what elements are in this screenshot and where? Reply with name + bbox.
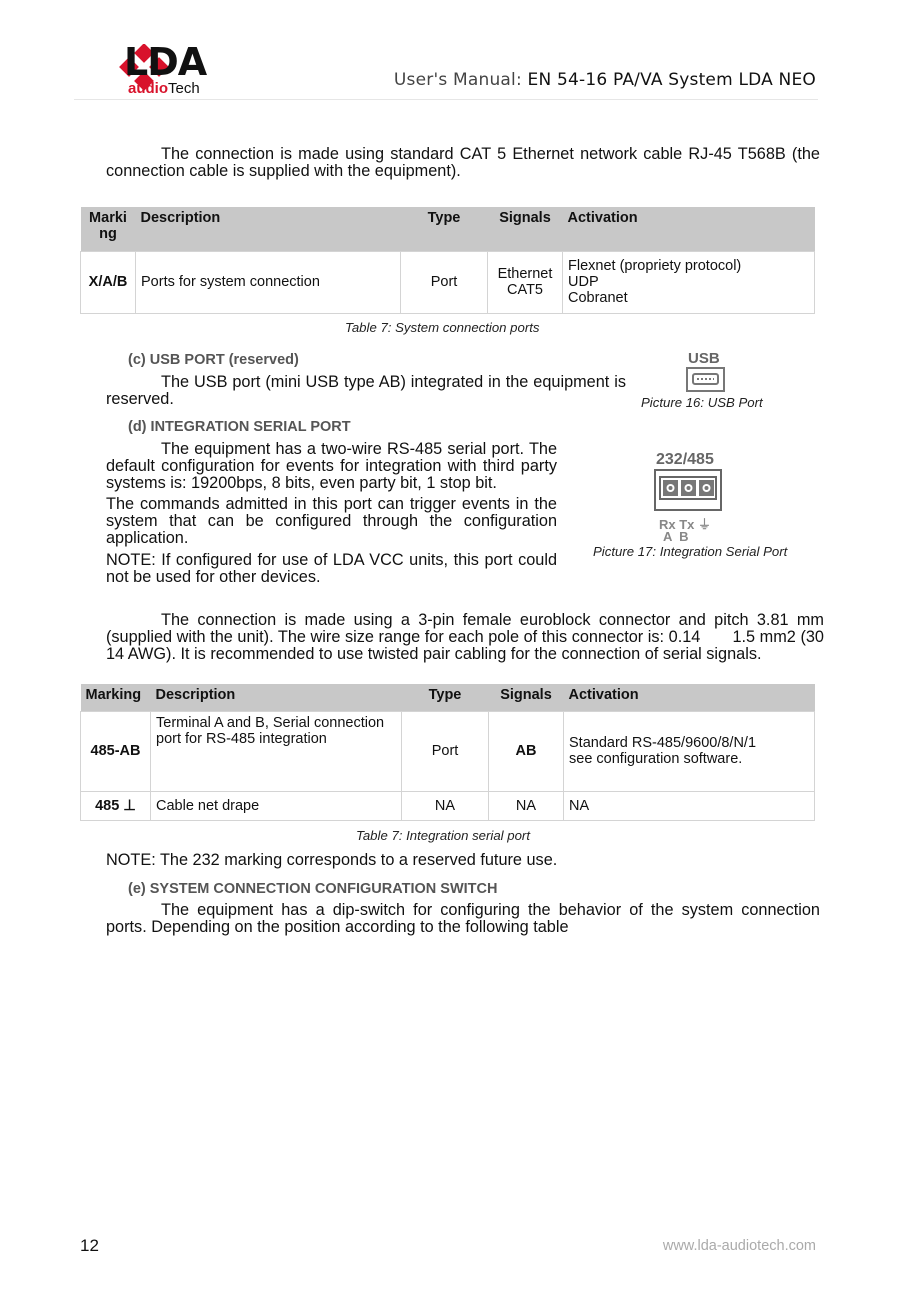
table-row (81, 251, 815, 313)
cell-type: NA (402, 791, 489, 820)
serial-paragraph-3: NOTE: If configured for use of LDA VCC units, this port could not be used for other devices. (106, 551, 557, 586)
system-ports-table (80, 207, 815, 314)
col-header-activation: Activation (563, 207, 815, 251)
usb-caption: Picture 16: USB Port (641, 395, 763, 410)
cell-description: Terminal A and B, Serial connection port for RS-485 integration (151, 711, 402, 791)
intro-paragraph: The connection is made using standard CAT 5 Ethernet network cable RJ-45 T568B (the connection cable is supplied with the equipment). (106, 145, 820, 180)
table2-caption: Table 7: Integration serial port (356, 828, 530, 843)
serial-caption: Picture 17: Integration Serial Port (593, 544, 788, 559)
serial-port-table (80, 684, 815, 821)
cell-type: Port (401, 251, 488, 313)
serial-figure-label: 232/485 (656, 451, 714, 468)
cell-marking: 485 ⊥ (81, 791, 151, 820)
header-divider (74, 99, 818, 100)
col-header-marking: Marking (81, 684, 151, 711)
header-title: User's Manual: EN 54-16 PA/VA System LDA NEO (393, 70, 816, 90)
table-row (81, 791, 815, 820)
col-header-type: Type (402, 684, 489, 711)
serial-pin-labels-bottom: A B (663, 529, 689, 544)
serial-paragraph-2: The commands admitted in this port can trigger events in the system that can be configured through the configuration application. (106, 495, 557, 547)
switch-paragraph: The equipment has a dip-switch for configuring the behavior of the system connection ports. Depending on the position according to the following table (106, 901, 820, 936)
euroblock-connector-icon (654, 469, 724, 511)
serial-heading: (d) INTEGRATION SERIAL PORT (128, 419, 351, 435)
cell-description: Ports for system connection (136, 251, 401, 313)
col-header-signals: Signals (488, 207, 563, 251)
page-number: 12 (80, 1236, 99, 1255)
cell-marking: 485-AB (81, 711, 151, 791)
logo-subtitle: audioTech (128, 80, 200, 97)
cell-signals: Ethernet CAT5 (488, 251, 563, 313)
usb-paragraph: The USB port (mini USB type AB) integrated in the equipment is reserved. (106, 373, 626, 408)
usb-figure-label: USB (688, 350, 720, 367)
cell-type: Port (402, 711, 489, 791)
col-header-signals: Signals (489, 684, 564, 711)
table1-caption: Table 7: System connection ports (345, 320, 540, 335)
serial-pin-labels-top: Rx Tx ⏚ (659, 517, 712, 532)
cell-marking: X/A/B (81, 251, 136, 313)
col-header-marking: Marki ng (81, 207, 136, 251)
cell-activation: Standard RS-485/9600/8/N/1 see configuration software. (564, 711, 815, 791)
usb-heading: (c) USB PORT (reserved) (128, 352, 299, 368)
table-row (81, 711, 815, 791)
cell-activation: Flexnet (propriety protocol) UDP Cobranet (563, 251, 815, 313)
logo-wordmark: LDA (124, 40, 207, 84)
serial-paragraph-1: The equipment has a two-wire RS-485 serial port. The default configuration for events for integration with third party systems is: 19200bps, 8 bits, even party bit, 1 stop bit. (106, 440, 557, 492)
cell-description: Cable net drape (151, 791, 402, 820)
switch-heading: (e) SYSTEM CONNECTION CONFIGURATION SWITCH (128, 881, 498, 897)
col-header-description: Description (151, 684, 402, 711)
usb-port-icon (686, 367, 726, 393)
cell-activation: NA (564, 791, 815, 820)
col-header-activation: Activation (564, 684, 815, 711)
connection-paragraph: The connection is made using a 3-pin female euroblock connector and pitch 3.81 mm (supplied with the unit). The wire size range for each pole of this connector is: 0.14 1.5 mm2 (30 14 AWG). It is recommended to use twisted pair cabling for the connection of serial signals. (106, 611, 856, 663)
cell-signals: AB (489, 711, 564, 791)
footer-url: www.lda-audiotech.com (662, 1238, 816, 1254)
col-header-description: Description (136, 207, 401, 251)
cell-signals: NA (489, 791, 564, 820)
col-header-type: Type (401, 207, 488, 251)
note-paragraph: NOTE: The 232 marking corresponds to a reserved future use. (106, 851, 558, 869)
